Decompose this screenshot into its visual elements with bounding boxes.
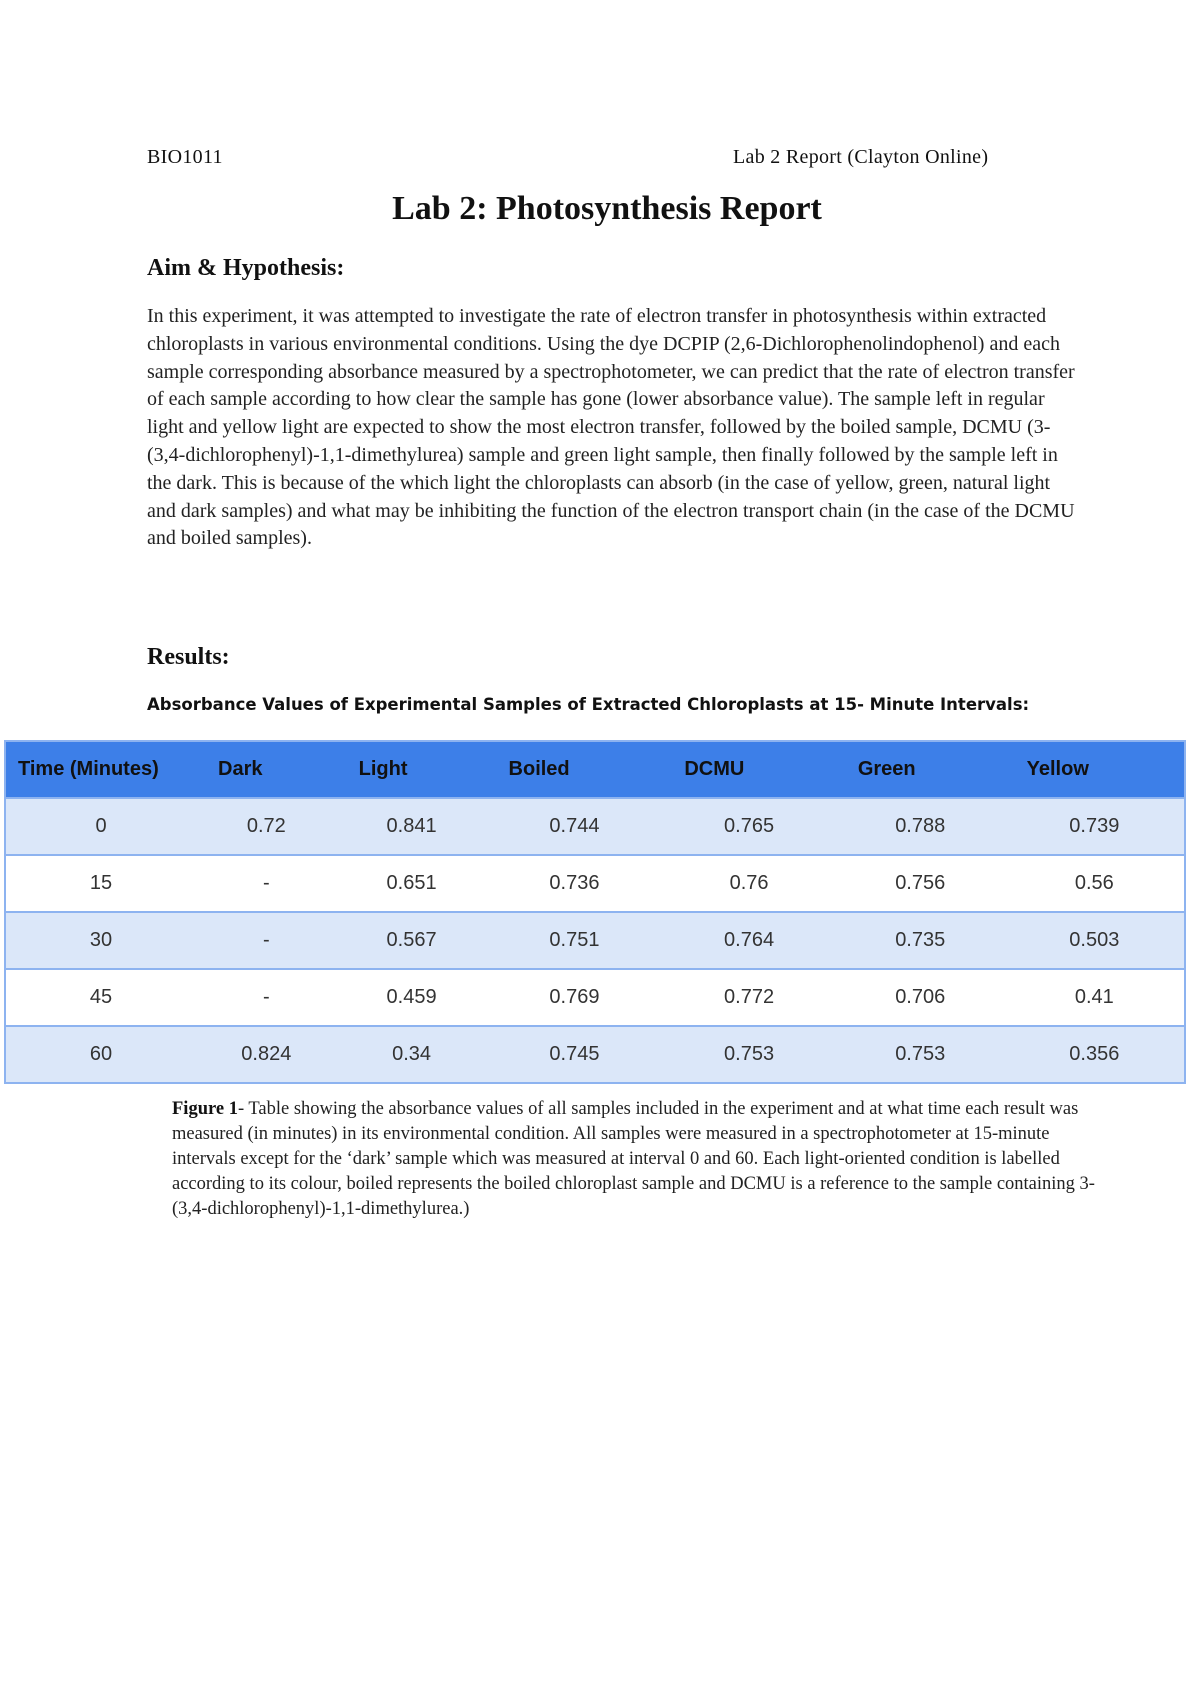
table-cell: 0.736 [487,855,663,912]
header-report-name: Lab 2 Report (Clayton Online) [733,146,989,168]
figure-label: Figure 1 [172,1099,238,1119]
table-cell: 0.459 [337,969,487,1026]
header-course-code: BIO1011 [147,146,223,168]
table-cell: 0.753 [662,1026,835,1083]
page-title: Lab 2: Photosynthesis Report [392,190,822,227]
table-cell: 0.841 [337,798,487,855]
table-cell: 0.769 [487,969,663,1026]
table-cell: 0.56 [1005,855,1185,912]
table-cell: 0.34 [337,1026,487,1083]
table-cell: 0.739 [1005,798,1185,855]
table-row [5,912,1185,969]
table-cell-time: 30 [5,912,196,969]
column-header-boiled: Boiled [487,741,663,798]
figure-caption [172,1097,1102,1222]
aim-paragraph: In this experiment, it was attempted to investigate the rate of electron transfer in photosynthesis within extracted chloroplasts in various environmental conditions. Using the dye DCPIP (2,6-Dichlorophenolindophenol) and each sample corresponding absorbance measured by a spectrophotometer, we can predict that the rate of electron transfer of each sample according to how clear the sample has gone (lower absorbance value). The sample left in regular light and yellow light are expected to show the most electron transfer, followed by the boiled sample, DCMU (3-(3,4-dichlorophenyl)-1,1-dimethylurea) sample and green light sample, then finally followed by the sample left in the dark. This is because of the which light the chloroplasts can absorb (in the case of yellow, green, natural light and dark samples) and what may be inhibiting the function of the electron transport chain (in the case of the DCMU and boiled samples). [147,305,1075,550]
aim-heading: Aim & Hypothesis: [147,255,345,281]
table-cell: 0.503 [1005,912,1185,969]
table-cell-time: 0 [5,798,196,855]
column-header-dcmu: DCMU [662,741,835,798]
table-row [5,969,1185,1026]
table-cell: 0.651 [337,855,487,912]
figure-caption-text: - Table showing the absorbance values of all samples included in the experiment and at what time each result was measured (in minutes) in its environmental condition. All samples were measured in a spectrophotometer at 15-minute intervals except for the ‘dark’ sample which was measured at interval 0 and 60. Each light-oriented condition is labelled according to its colour, boiled represents the boiled chloroplast sample and DCMU is a reference to the sample containing 3-(3,4-dichlorophenyl)-1,1-dimethylurea.) [172,1099,1095,1219]
table-cell: 0.744 [487,798,663,855]
table-cell: 0.356 [1005,1026,1185,1083]
table-cell: - [196,855,337,912]
table-row [5,855,1185,912]
table-cell: - [196,969,337,1026]
table-row [5,1026,1185,1083]
table-cell: 0.765 [662,798,835,855]
results-table-wrapper [4,740,1186,1084]
table-cell: 0.751 [487,912,663,969]
table-cell: 0.706 [836,969,1005,1026]
results-heading: Results: [147,644,230,670]
table-cell: - [196,912,337,969]
table-cell: 0.745 [487,1026,663,1083]
table-title: Absorbance Values of Experimental Samples of Extracted Chloroplasts at 15- Minute Intervals: [147,695,1030,714]
table-cell: 0.772 [662,969,835,1026]
table-cell: 0.41 [1005,969,1185,1026]
table-cell: 0.567 [337,912,487,969]
column-header-green: Green [836,741,1005,798]
table-cell-time: 60 [5,1026,196,1083]
table-cell-time: 45 [5,969,196,1026]
table-cell: 0.756 [836,855,1005,912]
table-cell: 0.788 [836,798,1005,855]
table-row [5,798,1185,855]
table-cell: 0.824 [196,1026,337,1083]
table-cell: 0.764 [662,912,835,969]
table-cell: 0.76 [662,855,835,912]
column-header-time: Time (Minutes) [5,741,196,798]
results-table [4,740,1186,1084]
table-cell-time: 15 [5,855,196,912]
table-cell: 0.753 [836,1026,1005,1083]
table-cell: 0.735 [836,912,1005,969]
column-header-yellow: Yellow [1005,741,1185,798]
column-header-light: Light [337,741,487,798]
table-header-row [5,741,1185,798]
column-header-dark: Dark [196,741,337,798]
table-cell: 0.72 [196,798,337,855]
